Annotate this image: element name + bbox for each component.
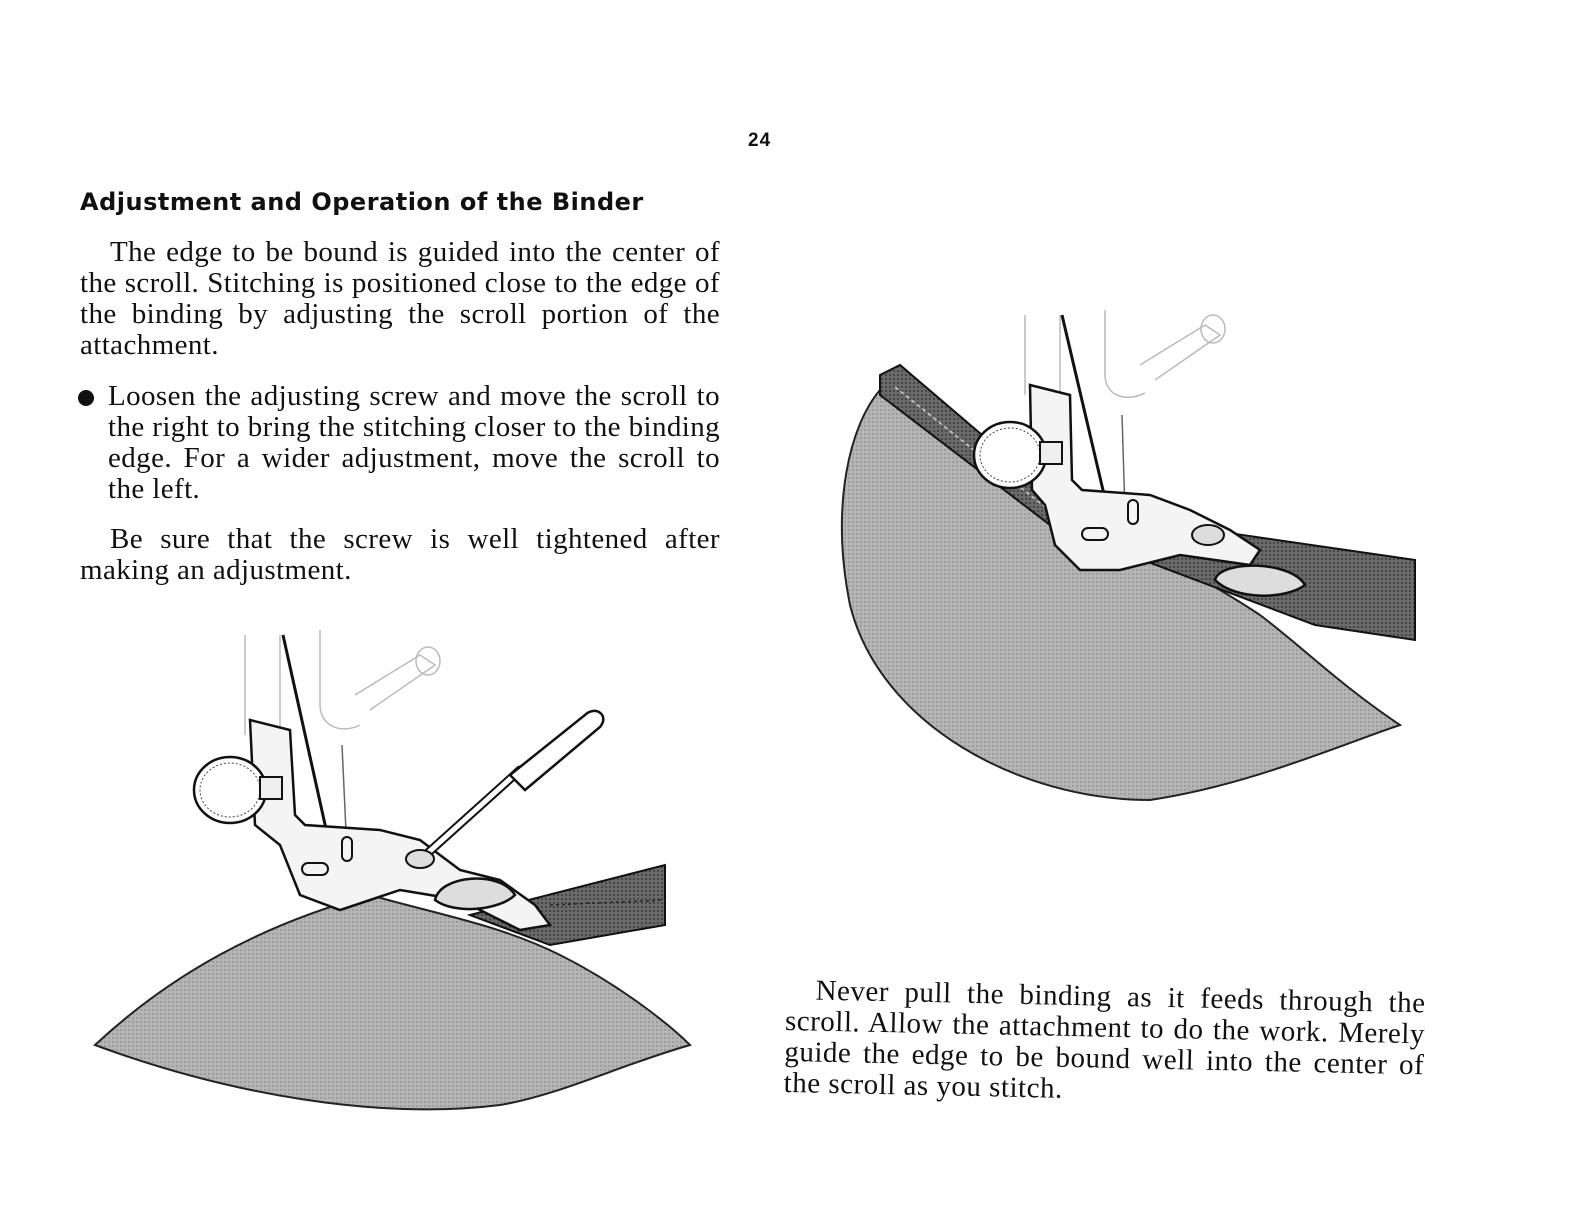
presser-bar-sketch	[245, 630, 440, 735]
adjusting-screw-icon	[1192, 525, 1224, 545]
presser-bar-sketch	[1025, 310, 1225, 397]
binder-stitching-illustration	[820, 305, 1430, 815]
screwdriver-icon	[406, 711, 603, 868]
bullet-item	[78, 381, 720, 505]
bullet-text: Loosen the adjusting screw and move the scroll to the right to bring the stitching closer to the binding edge. For a wider adjustment, move the scroll to the left.	[108, 380, 720, 505]
section-heading: Adjustment and Operation of the Binder	[80, 188, 644, 216]
intro-paragraph: The edge to be bound is guided into the center of the scroll. Stitching is positioned close to the edge of the binding by adjusting the scroll portion of the attachment.	[80, 236, 720, 361]
never-pull-paragraph: Never pull the binding as it feeds through the scroll. Allow the attachment to do the work. Merely guide the edge to be bound well into the center of the scroll as you stitch.	[783, 974, 1426, 1105]
bullet-dot-icon	[78, 390, 94, 406]
page-number: 24	[748, 130, 772, 151]
binder-adjustment-with-screwdriver-illustration	[80, 625, 720, 1125]
binder-body	[1030, 385, 1260, 570]
tighten-paragraph: Be sure that the screw is well tightened after making an adjustment.	[80, 523, 720, 586]
